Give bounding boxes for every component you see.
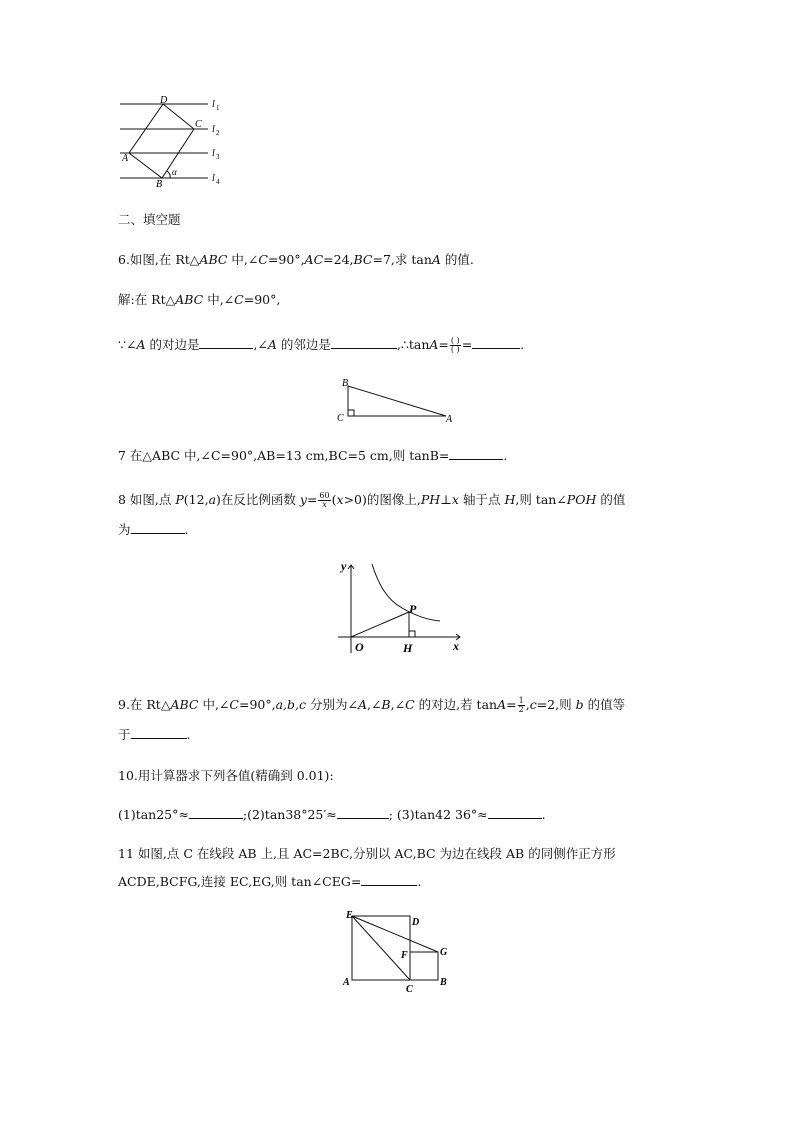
question-8: 8 如图,点 P(12,a)在反比例函数 y= $\frac{60}{x}(x>0)$的图像上,PH⊥x 轴于点 H,则 tan∠POH 的值 [118,491,626,509]
label-b: B [440,977,447,988]
label-c: C [195,119,202,130]
label-a: A [343,977,350,988]
label-d: D [412,917,420,928]
angle-alpha-arc [167,171,170,178]
blank-q10-3[interactable] [488,807,542,819]
label-y: y [341,559,347,573]
label-l4-sub: 4 [216,178,220,186]
right-angle-mark [409,631,415,637]
label-l1-sub: 1 [216,104,220,112]
label-x: x [453,639,459,653]
label-l2-sub: 2 [216,129,220,137]
label-p: P [409,602,417,616]
question-7: 7 在△ABC 中,∠C=90°,AB=13 cm,BC=5 cm,则 tanB= . [118,448,508,463]
label-l4: l [212,173,215,184]
label-c: C [406,984,413,992]
question-11: 11 如图,点 C 在线段 AB 上,且 AC=2BC,分别以 AC,BC 为边在线段 AB 的同侧作正方形 [118,846,616,861]
question-6: 6.如图,在 Rt△ABC 中,∠C=90°,AC=24,BC=7,求 tanA 的值. [118,252,474,267]
question-9: 9.在 Rt△ABC 中,∠C=90°,a,b,c 分别为∠A,∠B,∠C 的对边,若 tanA= $\frac{1}{2}$ ,c=2,则 b 的值等 [118,696,626,714]
tan-fraction: $\frac{( )}{( )}$ [450,336,460,354]
segment-ec [352,916,410,980]
label-l2: l [212,124,215,135]
label-o: O [355,640,364,654]
rhombus-abcd [129,104,194,178]
label-l3-sub: 3 [216,153,220,161]
fraction-60-over-x: $\frac{60}{x}$ [319,491,330,509]
blank-q11[interactable] [361,874,417,886]
label-h: H [403,641,413,655]
blank-q7[interactable] [449,448,503,460]
blank-q8[interactable] [131,522,185,534]
label-g: G [440,947,448,958]
label-alpha: α [172,167,177,177]
blank-opposite[interactable] [199,337,253,349]
blank-tan-a[interactable] [472,337,520,349]
section-title: 二、填空题 [118,212,181,227]
squares-figure [340,908,455,992]
parallel-lines-figure [110,92,230,192]
question-6-fill: ∵∠A 的对边是 ,∠A 的邻边是 ,∴tanA= $\frac{( )}{( )}$ = . [118,336,525,354]
label-f: F [401,950,408,961]
triangle-abc [348,386,446,416]
question-6-solution: 解:在 Rt△ABC 中,∠C=90°, [118,292,281,307]
segment-op [351,612,409,637]
hyperbola-graph-figure [336,555,466,657]
label-b: B [156,179,163,190]
label-a: A [122,153,129,164]
label-e: E [346,910,353,921]
question-11-line2: ACDE,BCFG,连接 EC,EG,则 tan∠CEG= . [118,874,422,889]
fraction-one-half: $\frac{1}{2}$ [518,696,524,714]
question-10-items: (1)tan25°≈ ;(2)tan38°25′≈ ; (3)tan42 36°≈ . [118,807,546,822]
question-9-line2: 于 . [118,727,191,742]
label-c: C [337,413,344,424]
right-angle-mark [348,410,354,416]
label-b: B [342,378,349,389]
segment-eg [352,916,438,952]
hyperbola-curve [372,564,440,621]
right-triangle-figure [334,372,464,428]
label-d: D [160,95,168,106]
blank-q10-2[interactable] [337,807,389,819]
question-8-line2: 为 . [118,522,189,537]
question-10-title: 10.用计算器求下列各值(精确到 0.01): [118,768,334,783]
blank-q9[interactable] [131,727,187,739]
blank-q10-1[interactable] [189,807,243,819]
label-l3: l [212,148,215,159]
square-bcfg [410,952,438,980]
blank-adjacent[interactable] [331,337,397,349]
label-l1: l [212,99,215,110]
label-a: A [446,414,453,425]
